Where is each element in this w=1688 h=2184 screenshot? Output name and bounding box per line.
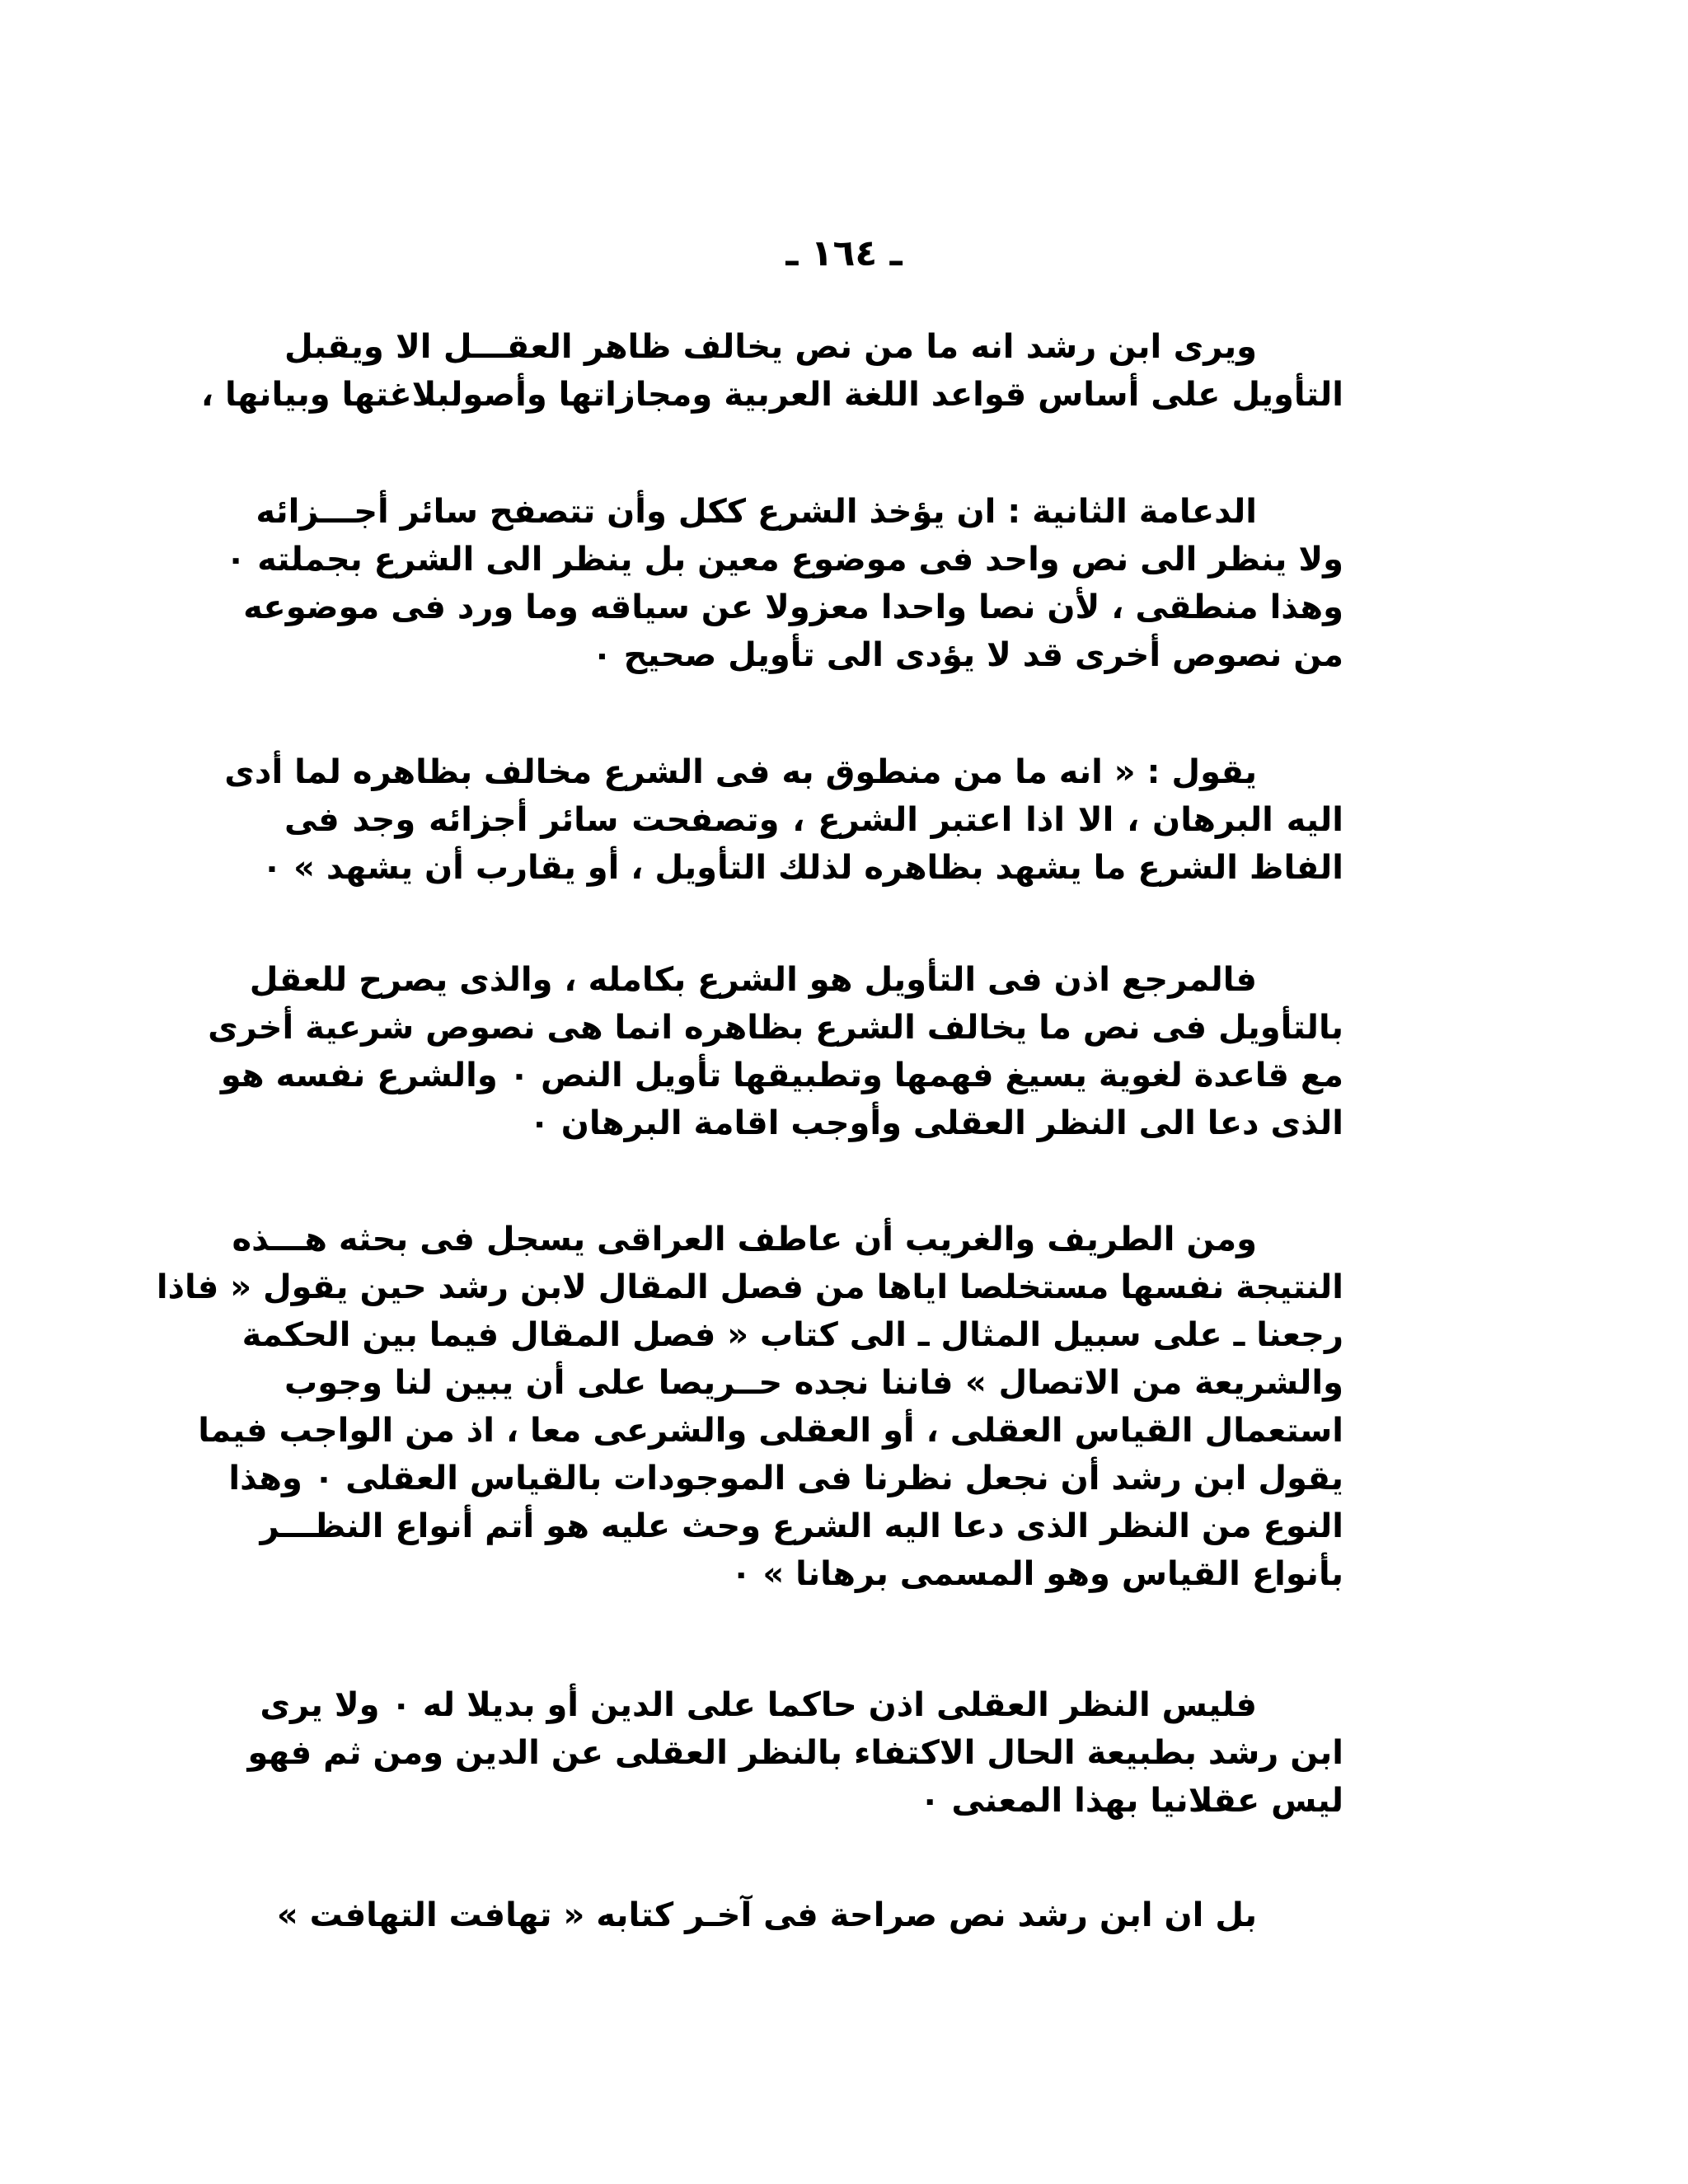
text-line: والشريعة من الاتصال » فاننا نجده حــريصا على أن يبين لنا وجوب [284, 1364, 1343, 1402]
page-number: ـ ١٦٤ ـ [785, 232, 903, 274]
text-line: وهذا منطقى ، لأن نصا واحدا معزولا عن سياقه وما ورد فى موضوعه [243, 588, 1343, 626]
text-line: بأنواع القياس وهو المسمى برهانا » ٠ [731, 1555, 1343, 1593]
text-line: النتيجة نفسها مستخلصا اياها من فصل المقال لابن رشد حين يقول « فاذا [156, 1268, 1343, 1306]
paragraph-5 [156, 1216, 1343, 1598]
text-line: رجعنا ـ على سبيل المثال ـ الى كتاب « فصل المقال فيما بين الحكمة [241, 1316, 1343, 1354]
text-line: فليس النظر العقلى اذن حاكما على الدين أو بديلا له ٠ ولا يرى [260, 1686, 1257, 1724]
paragraph-7 [276, 1891, 1343, 1939]
text-line: مع قاعدة لغوية يسيغ فهمها وتطبيقها تأويل النص ٠ والشرع نفسه هو [220, 1057, 1343, 1094]
text-line: فالمرجع اذن فى التأويل هو الشرع بكامله ، والذى يصرح للعقل [249, 961, 1257, 999]
paragraph-4 [208, 956, 1343, 1147]
text-line: يقول : « انه ما من منطوق به فى الشرع مخالف بظاهره لما أدى [224, 753, 1257, 791]
text-line: ومن الطريف والغريب أن عاطف العراقى يسجل فى بحثه هـــذه [232, 1221, 1257, 1258]
text-line: بل ان ابن رشد نص صراحة فى آخـر كتابه « تهافت التهافت » [276, 1896, 1257, 1934]
text-line: ابن رشد بطبيعة الحال الاكتفاء بالنظر العقلى عن الدين ومن ثم فهو [247, 1734, 1343, 1772]
text-line: الفاظ الشرع ما يشهد بظاهره لذلك التأويل ، أو يقارب أن يشهد » ٠ [261, 849, 1343, 887]
text-line: يقول ابن رشد أن نجعل نظرنا فى الموجودات بالقياس العقلى ٠ وهذا [228, 1460, 1343, 1497]
text-line: ويرى ابن رشد انه ما من نص يخالف ظاهر العقـــل الا ويقبل [284, 328, 1257, 366]
text-line: اليه البرهان ، الا اذا اعتبر الشرع ، وتصفحت سائر أجزائه وجد فى [284, 801, 1343, 839]
text-line: الدعامة الثانية : ان يؤخذ الشرع ككل وأن تتصفح سائر أجـــزائه [256, 493, 1257, 531]
paragraph-1 [200, 323, 1343, 419]
paragraph-3 [224, 748, 1343, 892]
text-line: الذى دعا الى النظر العقلى وأوجب اقامة البرهان ٠ [529, 1104, 1343, 1142]
text-line: ليس عقلانيا بهذا المعنى ٠ [919, 1782, 1343, 1820]
text-line: بالتأويل فى نص ما يخالف الشرع بظاهره انما هى نصوص شرعية أخرى [208, 1009, 1343, 1047]
paragraph-2 [225, 488, 1343, 679]
text-line: استعمال القياس العقلى ، أو العقلى والشرعى معا ، اذ من الواجب فيما [198, 1412, 1343, 1450]
text-line: ولا ينظر الى نص واحد فى موضوع معين بل ينظر الى الشرع بجملته ٠ [225, 541, 1343, 579]
text-line: التأويل على أساس قواعد اللغة العربية ومجازاتها وأصولبلاغتها وبيانها ، [200, 376, 1343, 414]
text-line: النوع من النظر الذى دعا اليه الشرع وحث عليه هو أتم أنواع النظـــر [260, 1507, 1343, 1545]
text-line: من نصوص أخرى قد لا يؤدى الى تأويل صحيح ٠ [592, 636, 1343, 674]
paragraph-6 [247, 1681, 1343, 1825]
